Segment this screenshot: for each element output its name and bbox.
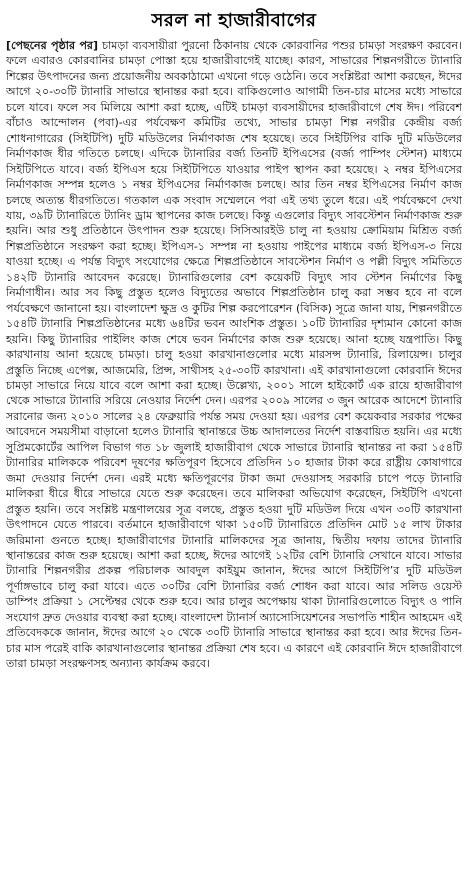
- article-body: [6, 38, 462, 878]
- article-body-text: চামড়া ব্যবসায়ীরা পুরনো ঠিকানায় থেকে কোরবানির পশুর চামড়া সংরক্ষণ করবেন। ফলে এবারও কোরবানির চামড়া পোস্তা হয়ে হাজারীবাগেই যাচ্ছে। কারণ, সাভারের শিল্পনগরীতে ট্যানারি শিল্পের উৎপাদনের জন্য প্রয়োজনীয় অবকাঠামো এখনো গড়ে ওঠেনি। তবে সংশ্লিষ্টরা আশা করছেন, ঈদের আগে ২০-৩০টি ট্যানারি সাভারে স্থানান্তর করা হবে। বাকিগুলোও আগামী তিন-চার মাসের মধ্যে সাভারে চলে যাবে। ফলে সব মিলিয়ে আশা করা হচ্ছে, এটিই চামড়া ব্যবসায়ীদের হাজারীবাগে শেষ ঈদ। পরিবেশ বাঁচাও আন্দোলন (পবা)-এর পর্যবেক্ষণ কমিটির তথ্যে, সাভার চামড়া শিল্প নগরীর কেন্দ্রীয় বর্জ্য শোধনাগারের (সিইটিপি) দুটি মডিউলের নির্মাণকাজ শেষ হয়েছে। তবে সিইটিপির বাকি দুটি মডিউলের নির্মাণকাজ ধীর গতিতে চলছে। এদিকে ট্যানারির বর্জ্য তিনটি ইপিএসের (বর্জ্য পাম্পিং স্টেশন) মাধ্যমে সিইটিপিতে যাবে। বর্জ্য ইপিএস হয়ে সিইটিপিতে যাওয়ার পাইপ স্থাপন করা হয়েছে। ২ নম্বর ইপিএসের নির্মাণকাজ সম্পন্ন হলেও ১ নম্বর ইপিএসের নির্মাণকাজ চলছে। আর তিন নম্বর ইপিএসের নির্মাণ কাজ চলছে অত্যন্ত ধীরগতিতে। গতকাল এক সংবাদ সম্মেলনে পবা এই তথ্য তুলে ধরে। এই পর্যবেক্ষণে দেখা যায়, ৩৯টি ট্যানারিতে ট্যানিং ড্রাম স্থাপনের কাজ চলছে। কিন্তু এগুলোর বিদ্যুৎ সাবস্টেশন নির্মাণকাজ শুরু হয়নি। আর শুধু প্রতিষ্ঠানে উৎপাদন শুরু হয়েছে। সিসিআরইউ চালু না হওয়ায় ক্রোমিয়াম মিশ্রিত বর্জ্য শিল্পপ্রতিষ্ঠানে সংরক্ষণ করা হচ্ছে। ইপিএস-১ সম্পন্ন না হওয়ায় পাইপের মাধ্যমে বর্জ্য ইপিএস-৩ নিয়ে যাওয়া হচ্ছে। এ পর্যন্ত বিদ্যুৎ সংযোগের ক্ষেত্রে শিল্পপ্রতিষ্ঠানে সাবস্টেশন নির্মাণ ও পল্লী বিদ্যুৎ সমিতিতে ১৪২টি ট্যানারি আবেদন করেছে। ট্যানারিগুলোর বেশ কয়েকটি বিদ্যুৎ সাব স্টেশন নির্মাণের কিছু নির্মাণাধীন। আর সব কিছু প্রস্তুত হলেও বিদ্যুতের অভাবে শিল্পপ্রতিষ্ঠান চালু করা সম্ভব হবে না বলে পর্যবেক্ষণে জানানো হয়। বাংলাদেশ ক্ষুদ্র ও কুটির শিল্প করপোরেশন (বিসিক) সূত্রে জানা যায়, শিল্পনগরীতে ১৫৪টি ট্যানারি শিল্পপ্রতিষ্ঠানের মধ্যে ৬৪টির ভবন আংশিক প্রস্তুত। ১০টি ট্যানারির দৃশ্যমান কোনো কাজ হয়নি। কিছু ট্যানারির পাইলিং কাজ শেষে ভবন নির্মাণের কাজ শুরু হয়েছে। আনা হচ্ছে যন্ত্রপাতি। কিছু কারখানায় আনা হয়েছে চামড়া। চালু হওয়া কারখানাগুলোর মধ্যে মারসন্স ট্যানারি, রিলায়েন্স। চালুর প্রস্তুতি নিচ্ছে এপেক্স, আজমেরি, প্রিন্স, সাথীসহ ২৫-৩০টি কারখানা। এই কারখানাগুলো কোরবানি ঈদের চামড়া সাভারে নিয়ে যাবে বলে আশা করা হচ্ছে। উল্লেখ্য, ২০০১ সালে হাইকোর্ট এক রায়ে হাজারীবাগ থেকে সাভারে ট্যানারি সরিয়ে নেওয়ার নির্দেশ দেন। এরপর ২০০৯ সালের ৩ জুন আরেক আদেশে ট্যানারি সরানোর জন্য ২০১০ সালের ২৪ ফেব্রুয়ারি পর্যন্ত সময় দেওয়া হয়। এরপর বেশ কয়েকবার সরকার পক্ষের আবেদনে সময়সীমা বাড়ানো হলেও ট্যানারি স্থানান্তরে উচ্চ আদালতের নির্দেশ বাস্তবায়িত হয়নি। এর মধ্যে সুপ্রিমকোর্টের আপিল বিভাগ গত ১৮ জুলাই হাজারীবাগ থেকে সাভারে ট্যানারি স্থানান্তর না করা ১৫৪টি ট্যানারির মালিককে পরিবেশ দূষণের ক্ষতিপূরণ হিসেবে প্রতিদিন ১০ হাজার টাকা করে রাষ্ট্রীয় কোষাগারে জমা দেওয়ার নির্দেশ দেন। এরই মধ্যে ক্ষতিপূরণের টাকা জমা দেওয়াসহ সরকারি চাপে পড়ে ট্যানারি মালিকরা ধীরে ধীরে সাভারে যেতে শুরু করেছেন। তবে মালিকরা অভিযোগ করেছেন, সিইটিপি এখনো প্রস্তুত হয়নি। তবে সংশ্লিষ্ট মন্ত্রণালয়ের সূত্র বলছে, প্রস্তুত হওয়া দুটি মডিউল দিয়ে এখন ৩০টি কারখানা উৎপাদনে যেতে পারবে। বর্তমানে হাজারীবাগে থাকা ১৫০টি ট্যানারিতে প্রতিদিন মোট ১৫ লাখ টাকার জরিমানা গুনতে হচ্ছে। হাজারীবাগের ট্যানারি মালিকদের সূত্র জানায়, দ্বিতীয় দফায় তাদের ট্যানারি স্থানান্তরের কাজ শুরু হয়েছে। আশা করা হচ্ছে, ঈদের আগেই ১২টির বেশি ট্যানারি সেখানে যাবে। সাভার ট্যানারি শিল্পনগরীর প্রকল্প পরিচালক আবদুল কাইয়ুম জানান, ঈদের আগে সিইটিপি’র দুটি মডিউল পূর্ণাঙ্গভাবে চালু করা যাবে। এতে ৩০টির বেশি ট্যানারির বর্জ্য শোধন করা যাবে। আর সলিড ওয়েস্ট ডাম্পিং প্রক্রিয়া ১ সেপ্টেম্বর থেকে শুরু হবে। আর চালুর অপেক্ষায় থাকা ট্যানারিগুলোতে বিদ্যুৎ ও পানি সংযোগ দ্রুত দেওয়ার ব্যবস্থা করা হচ্ছে। বাংলাদেশ ট্যানার্স অ্যাসোসিয়েশনের সভাপতি শাহীন আহমেদ এই প্রতিবেদককে জানান, ঈদের আগে ২০ থেকে ৩০টি ট্যানারি সাভারে স্থানান্তর করা হবে। আর ঈদের তিন-চার মাস পরেই বাকি কারখানাগুলোর স্থানান্তর প্রক্রিয়া শেষ হবে। এ কারণে এই কোরবানি ঈদে হাজারীবাগে তারা চামড়া সংরক্ষণসহ অন্যান্য কার্যক্রম করবে।: [6, 39, 462, 671]
- article-headline: সরল না হাজারীবাগের: [151, 10, 317, 31]
- continuation-tag: [পেছনের পৃষ্ঠার পর]: [6, 39, 98, 52]
